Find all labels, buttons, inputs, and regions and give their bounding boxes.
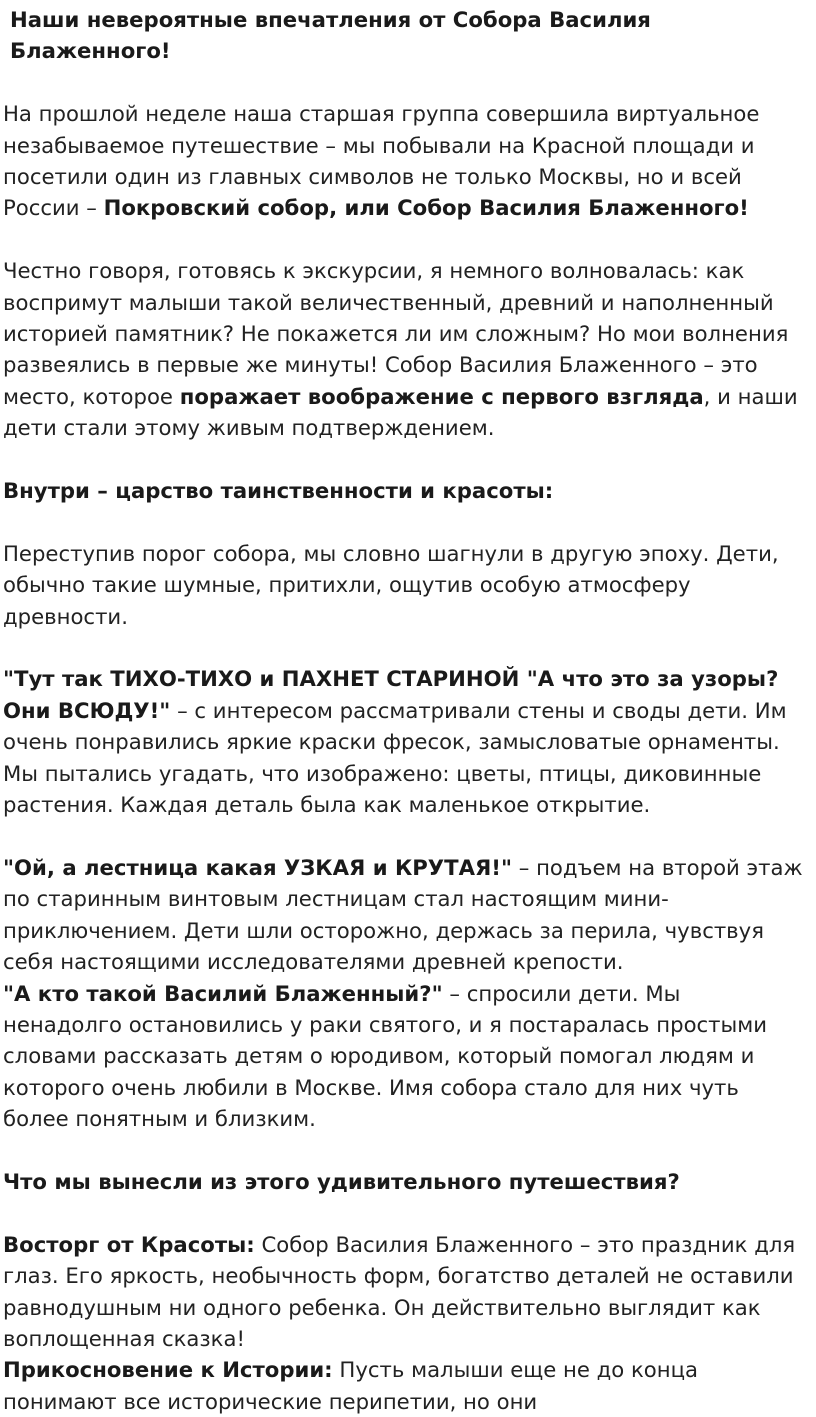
document-title bbox=[3, 4, 806, 67]
history-label: Прикосновение к Истории: bbox=[3, 1357, 333, 1383]
history-paragraph bbox=[3, 1354, 806, 1417]
takeaways-heading bbox=[3, 1166, 806, 1197]
staircase-text: – подъем на второй этаж по старинным винтовым лестницам стал настоящим мини-приключением. Дети шли осторожно, держась за перила, чувствуя себя настоящими исследователями древней крепости. bbox=[3, 854, 803, 975]
paragraph-gap bbox=[3, 67, 806, 98]
vasily-paragraph bbox=[3, 978, 806, 1135]
intro-bold: Покровский собор, или Собор Василия Блаженного! bbox=[103, 195, 749, 221]
impressions-bold: поражает воображение с первого взгляда bbox=[179, 383, 704, 409]
history-text: Пусть малыши еще не до конца понимают все исторические перипетии, но они bbox=[3, 1357, 698, 1414]
beauty-paragraph bbox=[3, 1229, 806, 1355]
intro-paragraph bbox=[3, 98, 806, 224]
patterns-text: – с интересом рассматривали стены и своды дети. Им очень понравились яркие краски фресок, замысловатые орнаменты. Мы пытались угадать, что изображено: цветы, птицы, диковинные растения. Каждая деталь была как маленькое открытие. bbox=[3, 697, 787, 818]
patterns-paragraph bbox=[3, 663, 806, 820]
paragraph-gap bbox=[3, 444, 806, 475]
impressions-paragraph bbox=[3, 255, 806, 443]
staircase-quote: "Ой, а лестница какая УЗКАЯ и КРУТАЯ!" bbox=[3, 854, 512, 880]
paragraph-gap bbox=[3, 1197, 806, 1228]
title-text: Наши невероятные впечатления от Собора Василия Блаженного! bbox=[10, 7, 651, 64]
paragraph-gap bbox=[3, 1135, 806, 1166]
staircase-paragraph bbox=[3, 852, 806, 978]
inside-heading bbox=[3, 475, 806, 506]
threshold-paragraph: Переступив порог собора, мы словно шагнули в другую эпоху. Дети, обычно такие шумные, притихли, ощутив особую атмосферу древности. bbox=[3, 540, 779, 629]
impressions-text-after: , и наши дети стали этому живым подтверждением. bbox=[3, 383, 798, 441]
paragraph-gap bbox=[3, 506, 806, 537]
intro-text: На прошлой неделе наша старшая группа совершила виртуальное незабываемое путешествие – мы побывали на Красной площади и посетили один из главных символов не только Москвы, но и всей России – bbox=[3, 101, 760, 221]
vasily-text: – спросили дети. Мы ненадолго остановились у раки святого, и я постаралась простыми словами рассказать детям о юродивом, который помогал людям и которого очень любили в Москве. Имя собора стало для них чуть более понятным и близким. bbox=[3, 980, 768, 1132]
impressions-text-before: Честно говоря, готовясь к экскурсии, я немного волновалась: как воспримут малыши такой величественный, древний и наполненный историей памятник? Не покажется ли им сложным? Но мои волнения развеялись в первые же минуты! Собор Василия Блаженного – это место, которое bbox=[3, 258, 789, 409]
inside-heading-text: Внутри – царство таинственности и красоты: bbox=[3, 478, 554, 504]
takeaways-heading-text: Что мы вынесли из этого удивительного путешествия? bbox=[3, 1168, 680, 1194]
vasily-quote: "А кто такой Василий Блаженный?" bbox=[3, 980, 443, 1006]
paragraph-gap bbox=[3, 820, 806, 851]
paragraph-gap bbox=[3, 632, 806, 663]
beauty-text: Собор Василия Блаженного – это праздник для глаз. Его яркость, необычность форм, богатство деталей не оставили равнодушным ни одного ребенка. Он действительно выглядит как воплощенная сказка! bbox=[3, 1231, 796, 1351]
paragraph-gap bbox=[3, 224, 806, 255]
patterns-quote: "Тут так ТИХО-ТИХО и ПАХНЕТ СТАРИНОЙ "А что это за узоры? Они ВСЮДУ!" bbox=[3, 666, 779, 723]
beauty-label: Восторг от Красоты: bbox=[3, 1231, 255, 1257]
